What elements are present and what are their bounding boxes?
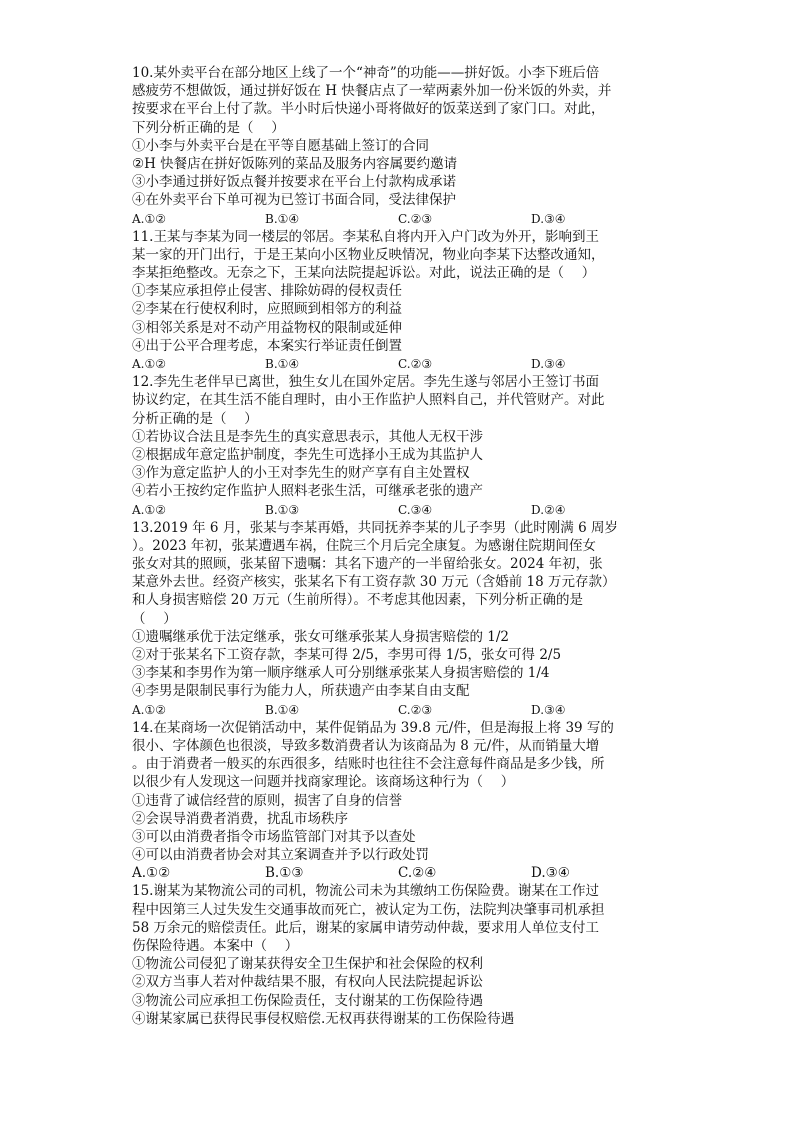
answer-choice-a: A.①② [132,211,166,226]
answer-choice-b: B.①④ [265,357,300,371]
answer-choice-b: B.①③ [265,865,304,882]
answer-choices [132,701,664,719]
question-stem-line: 按要求在平台上付了款。半小时后快递小哥将做好的饭菜送到了家门口。对此， [132,101,605,118]
statement-option: ②李某在行使权利时，应照顾到相邻方的利益 [132,301,402,318]
statement-option: ③小李通过拼好饭点餐并按要求在平台上付款构成承诺 [132,174,456,191]
question-stem-line: 李某拒绝整改。无奈之下，王某向法院提起诉讼。对此，说法正确的是（ ） [132,265,596,282]
answer-choices [132,864,664,882]
statement-option: ④可以由消费者协会对其立案调查并予以行政处罚 [132,847,429,864]
answer-choice-c: C.②③ [398,702,433,717]
statement-option: ③可以由消费者指令市场监管部门对其予以查处 [132,828,416,845]
question-15 [132,882,664,1028]
statement-option: ④李男是限制民事行为能力人，所获遗产由李某自由支配 [132,683,470,700]
statement-option: ①李某应承担停止侵害、排除妨碍的侵权责任 [132,283,402,300]
question-stem-line: （ ） [132,610,177,627]
question-stem-line: 协议约定，在其生活不能自理时，由小王作监护人照料自己，并代管财产。对此 [132,392,605,409]
answer-choice-c: C.③④ [398,502,433,517]
answer-choices [132,355,664,373]
answer-choice-a: A.①② [132,865,171,882]
answer-choice-a: A.①② [132,702,166,717]
statement-option: ②双方当事人若对仲裁结果不服，有权向人民法院提起诉讼 [132,974,483,991]
question-stem-line: 12.李先生老伴早已离世，独生女儿在国外定居。李先生遂与邻居小王签订书面 [132,374,599,391]
question-stem-line: 15.谢某为某物流公司的司机，物流公司未为其缴纳工伤保险费。谢某在工作过 [132,883,599,900]
answer-choice-b: B.①③ [265,502,300,517]
question-12 [132,373,664,519]
answer-choices [132,501,664,519]
statement-option: ①违背了诚信经营的原则，损害了自身的信誉 [132,792,402,809]
answer-choice-b: B.①④ [265,211,300,226]
statement-option: ④出于公平合理考虑，本案实行举证责任倒置 [132,337,402,354]
question-stem-line: 伤保险待遇。本案中（ ） [132,938,299,954]
answer-choice-c: C.②③ [398,211,433,226]
statement-option: ②根据成年意定监护制度，李先生可选择小王成为其监护人 [132,446,483,463]
statement-option: ①物流公司侵犯了谢某获得安全卫生保护和社会保险的权利 [132,956,483,973]
question-stem-line: 。由于消费者一般买的东西很多，结账时也往往不会注意每件商品是多少钱，所 [132,756,605,773]
question-stem-line: 很小、字体颜色也很淡，导致多数消费者认为该商品为 8 元/件，从而销量大增 [132,737,600,754]
statement-option: ④若小王按约定作监护人照料老张生活，可继承老张的遗产 [132,483,483,500]
question-stem-line: 13.2019 年 6 月，张某与李某再婚，共同抚养李某的儿子李男（此时刚满 6 周岁 [132,519,618,536]
question-14 [132,719,664,883]
statement-option: ③相邻关系是对不动产用益物权的限制或延伸 [132,319,402,336]
question-stem-line: 和人身损害赔偿 20 万元（生前所得）。不考虑其他因素，下列分析正确的是 [132,592,584,609]
question-stem-line: 10.某外卖平台在部分地区上线了一个“神奇”的功能——拼好饭。小李下班后倍 [132,65,600,81]
question-stem-line: 分析正确的是（ ） [132,410,258,427]
answer-choice-a: A.①② [132,357,166,371]
statement-option: ④谢某家属已获得民事侵权赔偿.无权再获得谢某的工伤保险待遇 [132,1010,515,1027]
question-stem-line: 58 万余元的赔偿责任。此后，谢某的家属申请劳动仲裁，要求用人单位支付工 [132,919,599,936]
answer-choice-c: C.②④ [398,865,437,882]
statement-option: ①若协议合法且是李先生的真实意思表示，其他人无权干涉 [132,428,483,445]
answer-choice-d: D.③④ [531,865,570,882]
question-stem-line: 14.在某商场一次促销活动中，某件促销品为 39.8 元/件，但是海报上将 39 写的 [132,719,614,736]
question-list [132,64,664,1028]
statement-option: ③物流公司应承担工伤保险责任，支付谢某的工伤保险待遇 [132,992,483,1009]
question-stem-line: ）。2023 年初，张某遭遇车祸，住院三个月后完全康复。为感谢住院期间侄女 [132,537,596,554]
question-13 [132,519,664,719]
question-stem-line: 某一家的开门出行，于是王某向小区物业反映情况，物业向李某下达整改通知， [132,246,605,263]
answer-choice-d: D.②④ [531,502,566,517]
answer-choice-d: D.③④ [531,357,566,371]
answer-choice-d: D.③④ [531,702,566,717]
question-stem-line: 11.王某与李某为同一楼层的邻居。李某私自将内开入户门改为外开，影响到王 [132,228,599,245]
answer-choice-d: D.③④ [531,211,566,226]
question-10 [132,64,664,228]
answer-choice-c: C.②③ [398,357,433,371]
statement-option: ①小李与外卖平台是在平等自愿基础上签订的合同 [132,137,429,154]
statement-option: ③作为意定监护人的小王对李先生的财产享有自主处置权 [132,465,470,482]
question-stem-line: 以很少有人发现这一问题并找商家理论。该商场这种行为（ ） [132,774,515,791]
question-stem-line: 下列分析正确的是（ ） [132,119,285,136]
statement-option: ②对于张某名下工资存款，李某可得 2/5，李男可得 1/5，张女可得 2/5 [132,647,562,663]
question-stem-line: 程中因第三人过失发生交通事故而死亡，被认定为工伤，法院判决肇事司机承担 [132,901,605,918]
statement-option: ①遗嘱继承优于法定继承，张女可继承张某人身损害赔偿的 1/2 [132,628,510,645]
question-stem-line: 某意外去世。经资产核实，张某名下有工资存款 30 万元（含婚前 18 万元存款） [132,574,616,591]
statement-option: ④在外卖平台下单可视为已签订书面合同，受法律保护 [132,192,456,209]
statement-option: ②会误导消费者消费，扰乱市场秩序 [132,810,348,827]
statement-option: ③李某和李男作为第一顺序继承人可分别继承张某人身损害赔偿的 1/4 [132,665,550,682]
question-stem-line: 感疲劳不想做饭，通过拼好饭在 H 快餐店点了一荤两素外加一份米饭的外卖，并 [132,83,612,100]
statement-option: ②H 快餐店在拼好饭陈列的菜品及服务内容属要约邀请 [132,155,458,172]
answer-choice-b: B.①④ [265,702,300,717]
question-stem-line: 张女对其的照顾，张某留下遗嘱：其名下遗产的一半留给张女。2024 年初，张 [132,556,603,573]
answer-choices [132,210,664,228]
question-11 [132,228,664,374]
answer-choice-a: A.①② [132,502,166,517]
